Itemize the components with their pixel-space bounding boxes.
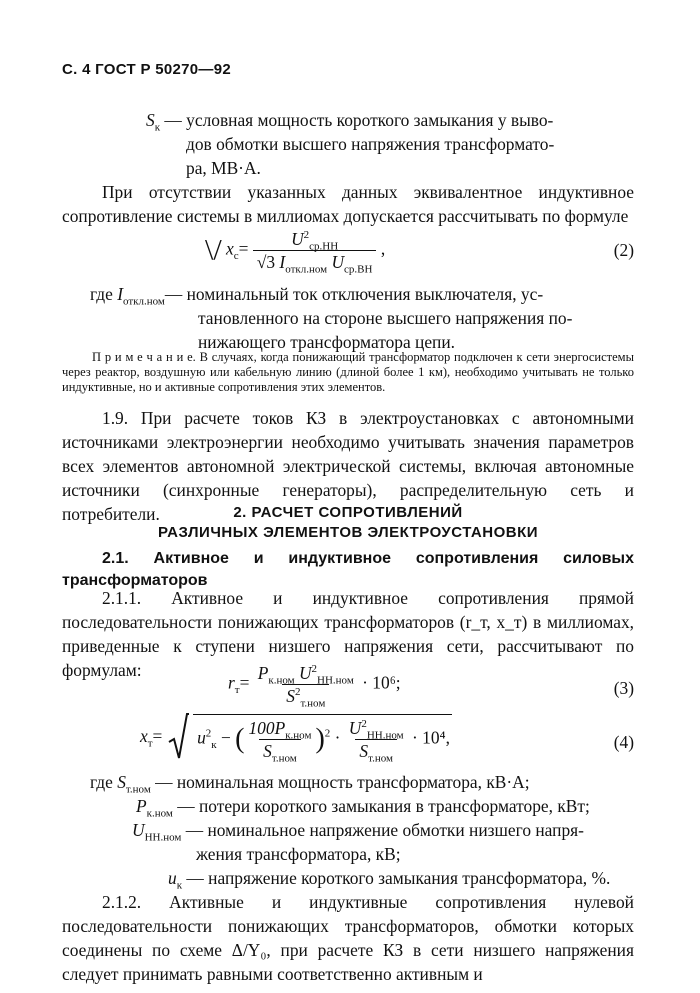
eq3-fraction [254,662,358,710]
def-sub: к [176,879,183,892]
subsection-2-1: 2.1. Активное и индуктивное сопротивления силовых трансформаторов [62,550,634,589]
equation-3-number: (3) [613,678,634,698]
def-symbol: u [168,868,177,888]
eq4-u-sub: к [211,738,217,751]
eq2-num-sup: 2 [303,229,310,242]
def-text: — напряжение короткого замыкания трансформатора, %. [186,868,611,888]
iotkl-line-3: нижающего трансформатора цепи. [198,332,456,352]
equation-2: \/ $x_с=$ $\frac{U^2_{ср.НН}}{√3 I_{откл.ном} U_{ср.ВН}}$ , [205,229,386,276]
eq4-f-num-sub: НН.ном [366,729,404,742]
eq3-lhs-sub: т [234,683,240,696]
paragraph-1-9: 1.9. При расчете токов КЗ в электроустановках с автономными источниками электроэнергии необходимо учитывать значения параметров всех элементов автономной электрической системы, включая автономные источники (синхронные генераторы), распределительную сеть и потребители. [62,408,634,524]
iotkl-prefix: где [90,284,113,304]
eq4-f-num-sup: 2 [361,718,367,731]
eq2-den-u-sub: ср.ВН [344,263,373,276]
def-text: — потери короткого замыкания в трансформаторе, кВт; [177,796,590,816]
section-title-line-2: РАЗЛИЧНЫХ ЭЛЕМЕНТОВ ЭЛЕКТРОУСТАНОВКИ [157,524,539,541]
eq2-num-u: U [291,229,304,249]
eq2-fraction [253,228,377,276]
eq2-num-sub: ср.НН [309,240,339,253]
sk-line-3: ра, МВ·А. [186,158,261,178]
section-title-line-1: 2. РАСЧЕТ СОПРОТИВЛЕНИЙ [233,504,463,521]
sk-definition [146,108,636,180]
eq3-tail: · 10⁶; [362,672,401,693]
eq2-lhs-sub: с [233,249,239,262]
eq4-dot: · [334,727,341,748]
def-sub: НН.ном [144,831,182,844]
paragraph-2-1-2: 2.1.2. Активные и индуктивные сопротивления нулевой последовательности понижающих трансформаторов, обмотки которых соединены по схеме Δ/Y₀, при расчете КЗ в сети низшего напряжения следует принимать равными соответственно активным и [62,892,634,984]
equation-4: $x_т= u^2_к$ − ( $\frac{100P_{к.ном}}{S_{т.ном}}$ )$^2$ · $\frac{U^2_{НН.ном}}{S_{т.ном}}$ · 10⁴, [140,712,452,764]
iotkl-definition [90,282,636,354]
eq4-radicand: $u^2_к$ − ( $\frac{100P_{к.ном}}{S_{т.ном}}$ )$^2$ · $\frac{U^2_{НН.ном}}{S_{т.ном}}$ · 10⁴, [193,714,452,762]
eq4-f-den-sub: т.ном [368,752,393,765]
iotkl-subscript: откл.ном [123,295,165,308]
eq3-den-s: S [286,686,295,706]
sk-subscript: к [154,121,161,134]
def-symbol: S [117,772,126,792]
eq3-den-s-sup: 2 [294,686,301,699]
definition-row [90,842,636,866]
eq4-lhs: x [140,726,148,746]
def-symbol: P [136,796,147,816]
definition-row [90,770,636,794]
eq4-tail: · 10⁴, [411,727,450,748]
eq4-square: 2 [324,727,331,740]
sqrt-sign-icon [167,712,189,764]
eq4-f-num: U [348,718,362,738]
eq2-tail: , [380,238,386,259]
def-symbol: U [132,820,145,840]
sk-line-1: — условная мощность короткого замыкания у выво- [164,110,554,130]
def-text: жения трансформатора, кВ; [196,844,401,864]
eq3-num-u-sup: 2 [311,663,318,676]
eq4-lhs-sub: т [147,737,153,750]
iotkl-symbol: I [117,284,123,304]
eq4-inner-num: 100P [248,718,286,738]
def-prefix: где [90,772,113,792]
eq2-sqrt3: √3 [256,252,276,272]
eq3-num-u-sub: НН.ном [317,674,354,687]
eq4-minus: − [220,727,231,748]
eq4-f-den: S [359,741,369,761]
equation-2-number: (2) [613,240,634,260]
eq4-u-sup: 2 [205,727,212,740]
eq4-second-fraction [345,717,408,765]
definitions-list [90,770,636,890]
eq3-num-u: U [298,663,312,683]
eq3-num-p-sub: к.ном [268,674,295,687]
eq2-lhs: x [226,238,234,259]
def-sub: т.ном [125,783,151,796]
equation-3: $r_т=$ $\frac{P_{к.ном} U^2_{НН.ном}}{S^2_{т.ном}}$ · 10⁶; [228,663,401,710]
definition-row [90,794,636,818]
eq4-inner-den: S [263,741,272,761]
iotkl-line-2: тановленного на стороне высшего напряжения по- [198,308,573,328]
eq2-den-i: I [279,252,286,272]
paragraph-intro: При отсутствии указанных данных эквивалентное индуктивное сопротивление системы в миллиомах допускается рассчитывать по формуле [62,182,634,226]
eq2-den-i-sub: откл.ном [285,263,328,276]
page-header: С. 4 ГОСТ Р 50270—92 [62,61,232,78]
equation-4-number: (4) [613,732,634,752]
eq2-den-u: U [331,252,345,272]
definition-row [90,818,636,842]
eq3-den-s-sub: т.ном [300,697,326,710]
eq3-num-p: P [257,663,269,683]
note: П р и м е ч а н и е. В случаях, когда понижающий трансформатор подключен к сети энергосистемы через реактор, воздушную или кабельную линию (длиной более 1 км), необходимо учитывать не только индуктивные, но и активные сопротивления этих элементов. [62,350,634,394]
sk-symbol: S [146,110,155,130]
def-sub: к.ном [146,807,173,820]
definition-row [90,866,636,890]
paragraph-2-1-1: 2.1.1. Активное и индуктивное сопротивления прямой последовательности понижающих трансформаторов (r_т, x_т) в миллиомах, приведенные к ступени низшего напряжения сети, рассчитывают по формулам: [62,588,634,680]
sk-line-2: дов обмотки высшего напряжения трансформато- [186,134,555,154]
def-text: — номинальная мощность трансформатора, кВ·А; [155,772,530,792]
eq3-lhs: r [228,672,235,693]
iotkl-line-1: — номинальный ток отключения выключателя, ус- [164,284,544,304]
eq4-u: u [197,727,206,748]
eq4-inner-num-sub: к.ном [285,729,312,742]
eq4-inner-fraction [244,717,315,765]
def-text: — номинальное напряжение обмотки низшего напря- [185,820,584,840]
eq4-inner-den-sub: т.ном [271,752,297,765]
